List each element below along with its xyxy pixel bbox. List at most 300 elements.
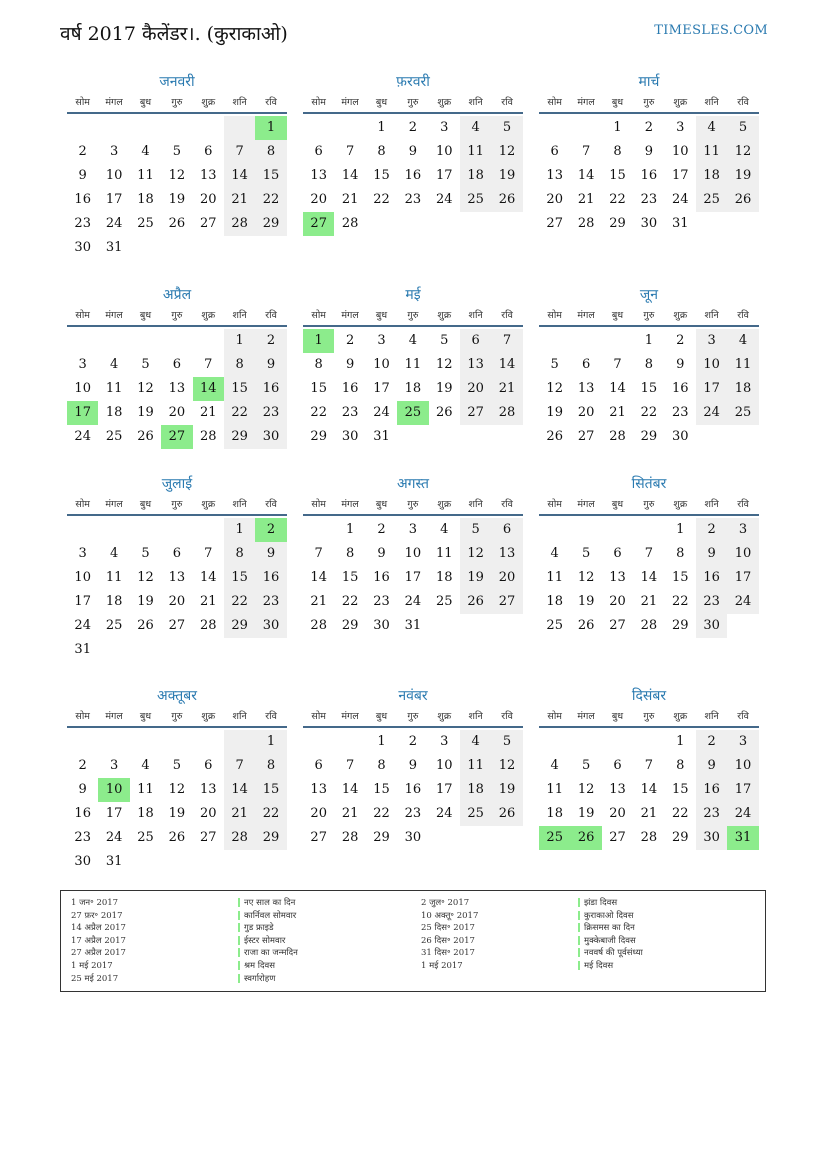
day-cell: 25 (546, 618, 563, 633)
holiday-text: 1 मई 2017 (421, 960, 463, 971)
day-cell: 4 (141, 144, 150, 159)
empty-cell (98, 730, 129, 754)
weekday-label: शुक्र (437, 310, 452, 321)
weekday-header (67, 94, 287, 114)
weekday-label: बुध (139, 499, 152, 510)
empty-cell (67, 116, 98, 140)
day-cell: 26 (435, 405, 453, 420)
day-cell: 3 (727, 518, 758, 542)
day-cell: 11 (546, 570, 563, 585)
weekday-label: शुक्र (201, 499, 216, 510)
holiday-name (578, 947, 643, 960)
day-cell: 13 (168, 570, 186, 585)
day-cell: 18 (546, 806, 563, 821)
day-cell: 3 (727, 730, 758, 754)
month-calendar (67, 283, 287, 449)
weekday-label: सोम (311, 97, 326, 108)
empty-cell (193, 730, 224, 754)
day-cell: 26 (727, 188, 758, 212)
day-cell: 23 (74, 216, 91, 231)
day-cell: 22 (255, 188, 286, 212)
month-name: मार्च (638, 74, 660, 90)
day-cell: 4 (550, 546, 559, 561)
day-cell: 27 (303, 212, 334, 236)
empty-cell (67, 518, 98, 542)
day-cell: 18 (727, 377, 758, 401)
holiday-date (421, 935, 478, 948)
day-cell: 30 (404, 830, 422, 845)
day-cell: 10 (74, 381, 91, 396)
day-cell: 11 (727, 353, 758, 377)
day-cell: 16 (404, 168, 422, 183)
day-cell: 10 (74, 570, 91, 585)
day-cell: 2 (408, 734, 417, 749)
weekday-label: मंगल (105, 711, 123, 722)
day-cell: 16 (74, 806, 91, 821)
holiday-date (71, 960, 126, 973)
day-cell: 20 (168, 405, 186, 420)
day-cell: 27 (168, 618, 186, 633)
day-cell: 20 (609, 806, 626, 821)
holiday-dates-left (71, 897, 126, 985)
weekday-label: मंगल (105, 310, 123, 321)
highlight-marker (238, 936, 240, 945)
holiday-date (71, 947, 126, 960)
month-calendar (539, 472, 759, 638)
empty-cell (727, 212, 758, 236)
month-name: जुलाई (161, 476, 193, 492)
day-cell: 18 (137, 806, 154, 821)
day-cell: 3 (676, 120, 685, 135)
day-cell: 24 (435, 806, 453, 821)
day-cell: 11 (460, 754, 491, 778)
holiday-dates-right (421, 897, 478, 973)
day-cell: 24 (74, 618, 91, 633)
weekday-label: बुध (139, 97, 152, 108)
weekday-label: बुध (611, 711, 624, 722)
day-cell: 20 (310, 806, 327, 821)
month-calendar (539, 684, 759, 850)
day-cell: 17 (74, 594, 91, 609)
holiday-date (71, 973, 126, 986)
day-cell: 19 (577, 806, 595, 821)
highlight-marker (578, 961, 580, 970)
day-cell: 24 (105, 830, 123, 845)
day-cell: 20 (168, 594, 186, 609)
day-cell: 10 (435, 758, 453, 773)
day-cell: 8 (377, 144, 386, 159)
weekday-label: रवि (501, 711, 513, 722)
day-cell: 6 (550, 144, 559, 159)
day-cell: 26 (168, 216, 186, 231)
day-cell: 8 (613, 144, 622, 159)
empty-cell (491, 212, 522, 236)
day-cell: 11 (137, 782, 154, 797)
day-grid (67, 329, 287, 449)
weekday-label: बुध (139, 711, 152, 722)
highlight-marker (238, 911, 240, 920)
day-cell: 27 (161, 425, 192, 449)
empty-cell (130, 329, 161, 353)
day-cell: 11 (435, 546, 453, 561)
weekday-label: शनि (232, 499, 247, 510)
day-grid (67, 116, 287, 260)
holiday-text: 17 अप्रैल 2017 (71, 935, 126, 946)
empty-cell (98, 638, 129, 662)
day-cell: 4 (727, 329, 758, 353)
weekday-label: सोम (547, 310, 562, 321)
day-cell: 15 (640, 381, 658, 396)
day-cell: 17 (105, 806, 123, 821)
holiday-text: गुड फ्राइडे (244, 923, 274, 934)
day-cell: 15 (255, 164, 286, 188)
day-cell: 27 (491, 590, 522, 614)
day-cell: 27 (577, 429, 595, 444)
month-calendar (67, 472, 287, 662)
day-cell: 22 (640, 405, 658, 420)
holiday-text: 25 दिस॰ 2017 (421, 923, 475, 934)
day-cell: 4 (141, 758, 150, 773)
month-calendar (303, 70, 523, 236)
day-cell: 7 (345, 144, 355, 159)
day-cell: 6 (613, 758, 622, 773)
day-cell: 13 (491, 542, 522, 566)
weekday-label: शनि (704, 310, 719, 321)
day-cell: 23 (74, 830, 91, 845)
holiday-name (238, 960, 298, 973)
day-cell: 6 (172, 357, 181, 372)
empty-cell (255, 638, 286, 662)
day-cell: 1 (303, 329, 334, 353)
day-cell: 8 (676, 758, 685, 773)
day-cell: 19 (137, 594, 154, 609)
day-cell: 31 (105, 240, 123, 255)
day-cell: 5 (141, 546, 150, 561)
day-cell: 6 (172, 546, 181, 561)
day-cell: 15 (224, 377, 255, 401)
day-cell: 19 (137, 405, 154, 420)
day-cell: 17 (373, 381, 390, 396)
day-cell: 6 (204, 144, 213, 159)
day-cell: 28 (341, 830, 359, 845)
weekday-label: रवि (501, 499, 513, 510)
day-cell: 4 (109, 546, 119, 561)
empty-cell (429, 425, 460, 449)
day-cell: 14 (224, 164, 255, 188)
weekday-label: मंगल (341, 499, 359, 510)
day-cell: 27 (609, 830, 626, 845)
empty-cell (570, 518, 601, 542)
page-title: वर्ष 2017 कैलेंडर।. (कुराकाओ) (60, 23, 288, 45)
day-cell: 18 (696, 164, 727, 188)
day-cell: 28 (224, 212, 255, 236)
month-name: मई (405, 287, 421, 303)
weekday-header (67, 708, 287, 728)
weekday-label: रवि (265, 499, 277, 510)
day-cell: 9 (644, 144, 653, 159)
day-cell: 12 (491, 754, 522, 778)
day-cell: 15 (224, 566, 255, 590)
weekday-label: शुक्र (201, 97, 216, 108)
day-cell: 7 (613, 357, 622, 372)
day-cell: 31 (404, 618, 422, 633)
empty-cell (334, 116, 365, 140)
day-cell: 1 (255, 116, 286, 140)
day-cell: 22 (224, 590, 255, 614)
day-cell: 19 (577, 594, 595, 609)
day-cell: 28 (341, 216, 359, 231)
day-cell: 10 (671, 144, 689, 159)
weekday-label: मंगल (105, 499, 123, 510)
day-cell: 17 (727, 566, 758, 590)
month-name: जून (639, 287, 659, 303)
weekday-label: शनि (468, 711, 483, 722)
day-cell: 2 (676, 333, 685, 348)
empty-cell (727, 425, 758, 449)
month-calendar (67, 70, 287, 260)
empty-cell (602, 329, 633, 353)
day-cell: 16 (255, 377, 286, 401)
day-cell: 5 (440, 333, 449, 348)
day-cell: 16 (74, 192, 91, 207)
day-cell: 5 (581, 758, 591, 773)
day-cell: 7 (491, 329, 522, 353)
day-grid (303, 730, 523, 850)
day-cell: 31 (727, 826, 758, 850)
day-cell: 17 (404, 570, 422, 585)
highlight-marker (578, 911, 580, 920)
empty-cell (570, 730, 601, 754)
day-cell: 11 (546, 782, 563, 797)
day-cell: 21 (199, 594, 217, 609)
month-name: जनवरी (159, 74, 195, 90)
highlight-marker (578, 948, 580, 957)
day-cell: 11 (105, 381, 123, 396)
day-cell: 25 (137, 216, 154, 231)
day-cell: 5 (491, 730, 522, 754)
weekday-label: शनि (468, 310, 483, 321)
weekday-label: शनि (232, 97, 247, 108)
day-cell: 24 (74, 429, 91, 444)
holiday-name (238, 897, 298, 910)
weekday-label: गुरु (171, 499, 183, 510)
day-cell: 9 (696, 754, 727, 778)
holiday-text: 31 दिस॰ 2017 (421, 948, 475, 959)
empty-cell (460, 212, 491, 236)
day-cell: 19 (727, 164, 758, 188)
day-cell: 21 (199, 405, 217, 420)
day-cell: 31 (373, 429, 390, 444)
day-cell: 28 (310, 618, 327, 633)
weekday-label: सोम (75, 711, 90, 722)
holiday-text: नए साल का दिन (244, 898, 296, 908)
day-cell: 8 (255, 140, 286, 164)
day-cell: 19 (435, 381, 453, 396)
holiday-text: 1 जन॰ 2017 (71, 898, 119, 908)
day-cell: 24 (671, 192, 689, 207)
holiday-name (238, 922, 298, 935)
empty-cell (429, 614, 460, 638)
day-cell: 12 (137, 381, 154, 396)
day-cell: 12 (577, 570, 595, 585)
empty-cell (491, 614, 522, 638)
day-cell: 30 (341, 429, 359, 444)
day-cell: 12 (460, 542, 491, 566)
day-cell: 28 (491, 401, 522, 425)
day-cell: 26 (168, 830, 186, 845)
day-cell: 9 (78, 168, 87, 183)
day-cell: 13 (310, 782, 327, 797)
day-cell: 1 (377, 734, 386, 749)
day-cell: 21 (224, 188, 255, 212)
day-cell: 23 (640, 192, 658, 207)
highlight-marker (238, 948, 240, 957)
day-cell: 23 (404, 806, 422, 821)
empty-cell (98, 116, 129, 140)
day-cell: 16 (341, 381, 359, 396)
weekday-label: मंगल (341, 711, 359, 722)
day-cell: 11 (460, 140, 491, 164)
day-grid (303, 518, 523, 638)
day-cell: 30 (255, 614, 286, 638)
day-cell: 14 (577, 168, 595, 183)
empty-cell (161, 638, 192, 662)
day-cell: 14 (609, 381, 626, 396)
day-cell: 12 (168, 782, 186, 797)
weekday-header (303, 496, 523, 516)
holiday-text: 14 अप्रैल 2017 (71, 923, 126, 934)
empty-cell (539, 116, 570, 140)
day-cell: 8 (224, 353, 255, 377)
day-cell: 19 (460, 566, 491, 590)
day-cell: 6 (314, 758, 323, 773)
holiday-names-right (578, 897, 643, 973)
highlight-marker (238, 898, 240, 907)
site-link[interactable]: TIMESLES.COM (654, 23, 768, 38)
empty-cell (67, 730, 98, 754)
day-cell: 29 (224, 614, 255, 638)
empty-cell (193, 518, 224, 542)
day-cell: 18 (460, 778, 491, 802)
day-cell: 12 (491, 140, 522, 164)
weekday-label: रवि (737, 97, 749, 108)
day-cell: 21 (341, 192, 359, 207)
weekday-label: सोम (311, 310, 326, 321)
day-cell: 18 (105, 594, 123, 609)
day-cell: 3 (696, 329, 727, 353)
weekday-header (303, 307, 523, 327)
day-cell: 21 (341, 806, 359, 821)
day-cell: 29 (609, 216, 626, 231)
weekday-label: शनि (704, 711, 719, 722)
empty-cell (193, 329, 224, 353)
holiday-name (238, 947, 298, 960)
day-cell: 22 (671, 806, 689, 821)
day-cell: 15 (310, 381, 327, 396)
day-cell: 14 (199, 570, 217, 585)
weekday-label: बुध (375, 310, 388, 321)
month-name: अप्रैल (162, 287, 192, 303)
day-cell: 18 (137, 192, 154, 207)
day-cell: 5 (550, 357, 559, 372)
day-cell: 25 (435, 594, 453, 609)
empty-cell (224, 850, 255, 874)
weekday-label: मंगल (341, 97, 359, 108)
day-cell: 27 (546, 216, 563, 231)
day-cell: 29 (224, 425, 255, 449)
day-cell: 26 (137, 429, 154, 444)
holiday-name (578, 910, 643, 923)
weekday-label: रवि (737, 310, 749, 321)
weekday-label: रवि (737, 711, 749, 722)
empty-cell (397, 425, 428, 449)
weekday-label: गुरु (407, 97, 419, 108)
day-cell: 17 (727, 778, 758, 802)
weekday-label: गुरु (171, 97, 183, 108)
weekday-label: मंगल (341, 310, 359, 321)
day-grid (539, 730, 759, 850)
holiday-name (578, 897, 643, 910)
day-cell: 5 (727, 116, 758, 140)
day-cell: 8 (314, 357, 323, 372)
day-cell: 8 (676, 546, 685, 561)
day-cell: 12 (727, 140, 758, 164)
day-cell: 21 (640, 806, 658, 821)
day-cell: 5 (172, 758, 181, 773)
day-cell: 27 (310, 830, 327, 845)
day-cell: 2 (377, 522, 386, 537)
month-name: अक्तूबर (157, 688, 197, 704)
day-cell: 29 (671, 830, 689, 845)
day-cell: 25 (460, 802, 491, 826)
weekday-label: रवि (501, 97, 513, 108)
day-cell: 13 (609, 782, 626, 797)
holiday-date (71, 897, 126, 910)
day-cell: 22 (609, 192, 626, 207)
day-cell: 28 (224, 826, 255, 850)
empty-cell (193, 638, 224, 662)
day-cell: 9 (377, 546, 386, 561)
empty-cell (130, 638, 161, 662)
day-cell: 9 (408, 144, 417, 159)
empty-cell (161, 329, 192, 353)
weekday-header (303, 94, 523, 114)
day-cell: 23 (404, 192, 422, 207)
day-cell: 7 (204, 357, 213, 372)
day-cell: 29 (671, 618, 689, 633)
weekday-label: बुध (375, 499, 388, 510)
day-cell: 24 (404, 594, 422, 609)
weekday-label: सोम (311, 499, 326, 510)
day-cell: 20 (310, 192, 327, 207)
weekday-label: शुक्र (437, 711, 452, 722)
day-cell: 16 (696, 778, 727, 802)
day-cell: 15 (609, 168, 626, 183)
day-cell: 6 (314, 144, 323, 159)
day-cell: 23 (255, 590, 286, 614)
holiday-text: 27 फ़र॰ 2017 (71, 910, 123, 921)
day-cell: 12 (435, 357, 453, 372)
day-cell: 5 (172, 144, 181, 159)
month-calendar (539, 283, 759, 449)
day-cell: 28 (577, 216, 595, 231)
day-cell: 5 (491, 116, 522, 140)
day-cell: 7 (581, 144, 591, 159)
day-cell: 2 (696, 730, 727, 754)
holiday-date (421, 960, 478, 973)
weekday-label: गुरु (643, 310, 655, 321)
empty-cell (67, 329, 98, 353)
